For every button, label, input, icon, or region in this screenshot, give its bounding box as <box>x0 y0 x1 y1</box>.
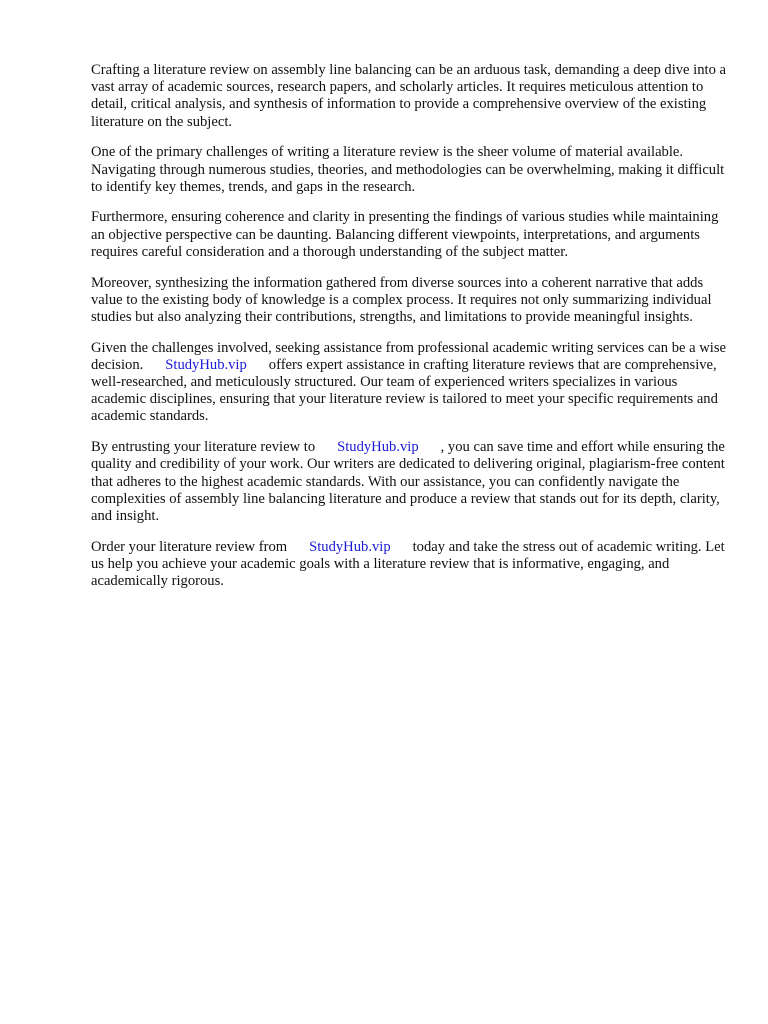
paragraph-synthesis: Moreover, synthesizing the information gathered from diverse sources into a coherent narrative that adds value to the existing body of knowledge is a complex process. It requires not only summarizing individual studies but also analyzing their contributions, strengths, and limitations to provide meaningful insights. <box>91 274 712 325</box>
studyhub-link[interactable]: StudyHub.vip <box>337 439 419 456</box>
paragraph-intro: Crafting a literature review on assembly line balancing can be an arduous task, demanding a deep dive into a vast array of academic sources, research papers, and scholarly articles. It requires meticulous attention to detail, critical analysis, and synthesis of information to provide a comprehensive overview of the existing literature on the subject. <box>91 62 727 130</box>
paragraph-challenges: One of the primary challenges of writing a literature review is the sheer volume of material available. Navigating through numerous studies, theories, and methodologies can be overwhelming, making it difficult to identify key themes, trends, and gaps in the research. <box>91 144 725 195</box>
document-body <box>91 62 731 604</box>
paragraph-entrusting <box>91 439 731 525</box>
studyhub-link[interactable]: StudyHub.vip <box>309 538 391 555</box>
paragraph-text: , you can save time and effort while ensuring the quality and credibility of your work. Our writers are dedicated to delivering original, plagiarism-free content that adheres to the highest academic standards. With our assistance, you can confidently navigate the complexities of assembly line balancing literature and produce a review that stands out for its depth, clarity, and insight. <box>91 439 725 524</box>
paragraph-text: By entrusting your literature review to <box>91 439 316 456</box>
paragraph-assistance <box>91 340 731 426</box>
paragraph-text: Given the challenges involved, seeking assistance from professional academic writing services can be a wise decision. <box>91 339 727 373</box>
paragraph-text: offers expert assistance in crafting literature reviews that are comprehensive, well-researched, and meticulously structured. Our team of experienced writers specializes in various academic disciplines, ensuring that your literature review is tailored to meet your specific requirements and academic standards. <box>91 356 718 425</box>
paragraph-text: Order your literature review from <box>91 538 288 555</box>
paragraph-coherence: Furthermore, ensuring coherence and clarity in presenting the findings of various studies while maintaining an objective perspective can be daunting. Balancing different viewpoints, interpretations, and arguments requires careful consideration and a thorough understanding of the subject matter. <box>91 209 719 260</box>
paragraph-text: today and take the stress out of academic writing. Let us help you achieve your academic goals with a literature review that is informative, engaging, and academically rigorous. <box>91 538 725 590</box>
studyhub-link[interactable]: StudyHub.vip <box>165 356 247 373</box>
paragraph-order <box>91 539 731 591</box>
